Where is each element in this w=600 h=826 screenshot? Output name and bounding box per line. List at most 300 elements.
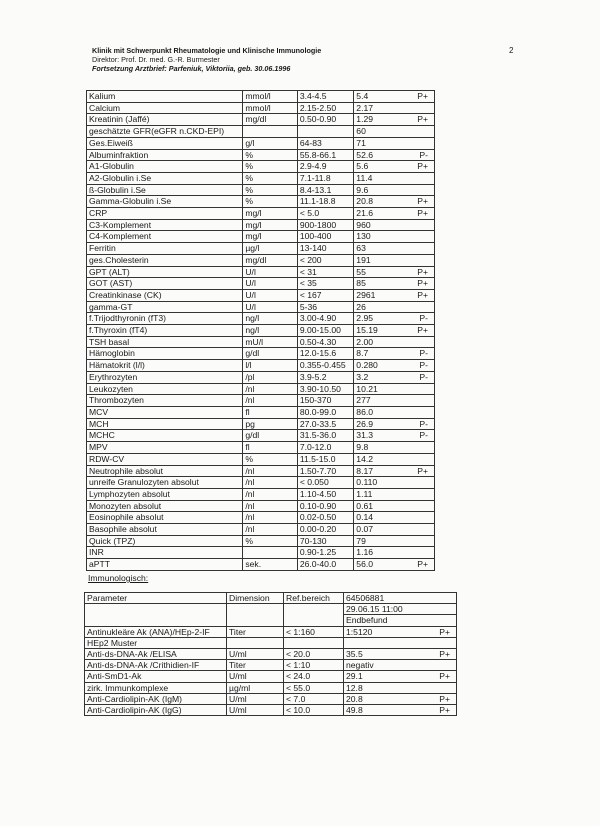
page-number: 2: [509, 46, 514, 55]
reference-cell: 11.1-18.8: [297, 196, 353, 208]
result-value: 52.6: [356, 149, 374, 160]
unit-cell: /nl: [243, 500, 297, 512]
result-flag: P+: [417, 266, 428, 277]
unit-cell: mg/l: [243, 219, 297, 231]
value-cell: [354, 360, 435, 372]
parameter-cell: Hämoglobin: [87, 348, 243, 360]
result-flag: P-: [419, 418, 428, 429]
result-flag: P+: [417, 325, 428, 336]
value-cell: [354, 301, 435, 313]
value-cell: [354, 465, 435, 477]
result-value: 0.14: [356, 512, 374, 523]
reference-cell: 2.15-2.50: [297, 102, 353, 114]
unit-cell: /nl: [243, 512, 297, 524]
result-flag: P+: [417, 278, 428, 289]
parameter-cell: Neutrophile absolut: [87, 465, 243, 477]
reference-cell: 0.50-0.90: [297, 114, 353, 126]
result-flag: P-: [419, 371, 428, 382]
reference-cell: 13-140: [297, 243, 353, 255]
parameter-cell: f.Trijodthyronin (fT3): [87, 313, 243, 325]
result-flag: P-: [419, 313, 428, 324]
parameter-cell: Anti-ds-DNA-Ak /ELISA: [85, 649, 227, 660]
result-value: 1.16: [356, 547, 374, 558]
table-row: [87, 442, 435, 454]
unit-cell: U/ml: [227, 693, 284, 704]
result-value: 2.17: [356, 102, 374, 113]
reference-cell: < 20.0: [284, 649, 344, 660]
parameter-cell: CRP: [87, 208, 243, 220]
result-value: 10.21: [356, 383, 378, 394]
unit-cell: ng/l: [243, 313, 297, 325]
unit-cell: %: [243, 535, 297, 547]
unit-cell: µg/ml: [227, 682, 284, 693]
value-cell: [354, 172, 435, 184]
result-value: 56.0: [356, 559, 374, 570]
table-row: [87, 102, 435, 114]
clinic-name: Klinik mit Schwerpunkt Rheumatologie und Klinische Immunologie: [92, 46, 322, 55]
value-cell: [354, 126, 435, 138]
result-value: 1.29: [356, 114, 374, 125]
value-cell: [344, 671, 457, 682]
result-value: 0.61: [356, 500, 374, 511]
result-value: 26.9: [356, 418, 374, 429]
parameter-cell: Albuminfraktion: [87, 149, 243, 161]
unit-cell: U/l: [243, 301, 297, 313]
result-flag: P+: [417, 196, 428, 207]
table-row: [87, 418, 435, 430]
result-value: 2.95: [356, 313, 374, 324]
result-flag: P+: [439, 705, 450, 716]
reference-cell: 0.355-0.455: [297, 360, 353, 372]
result-value: 1:5120: [346, 626, 373, 637]
table-row: [85, 649, 457, 660]
table-row: [87, 184, 435, 196]
table-row: [87, 465, 435, 477]
result-value: 1.11: [356, 488, 373, 499]
table-row: [85, 626, 457, 637]
result-flag: P-: [419, 348, 428, 359]
immuno-section-title: Immunologisch:: [88, 573, 149, 583]
unit-cell: U/ml: [227, 671, 284, 682]
value-cell: [354, 371, 435, 383]
reference-cell: < 24.0: [284, 671, 344, 682]
reference-cell: 64-83: [297, 137, 353, 149]
reference-cell: 11.5-15.0: [297, 453, 353, 465]
unit-cell: U/l: [243, 289, 297, 301]
reference-cell: < 7.0: [284, 693, 344, 704]
result-value: 55: [356, 266, 366, 277]
reference-cell: 5-36: [297, 301, 353, 313]
value-cell: [354, 348, 435, 360]
parameter-cell: Hämatokrit (l/l): [87, 360, 243, 372]
parameter-cell: GPT (ALT): [87, 266, 243, 278]
parameter-cell: Anti-Cardiolipin-AK (IgG): [85, 705, 227, 716]
result-value: 0.110: [356, 477, 378, 488]
lab-results-table: [86, 90, 435, 571]
reference-cell: 900-1800: [297, 219, 353, 231]
parameter-cell: RDW-CV: [87, 453, 243, 465]
value-cell: [354, 289, 435, 301]
result-value: 63: [356, 243, 366, 254]
reference-cell: 55.8-66.1: [297, 149, 353, 161]
unit-cell: /nl: [243, 465, 297, 477]
result-flag: P+: [439, 671, 450, 682]
result-flag: P+: [439, 649, 450, 660]
result-flag: P+: [417, 114, 428, 125]
reference-cell: 3.90-10.50: [297, 383, 353, 395]
reference-cell: 0.00-0.20: [297, 524, 353, 536]
result-value: 86.0: [356, 406, 374, 417]
table-row: [87, 196, 435, 208]
table-row: [87, 149, 435, 161]
value-cell: [344, 682, 457, 693]
parameter-cell: Ges.Eiweiß: [87, 137, 243, 149]
parameter-cell: C4-Komplement: [87, 231, 243, 243]
result-value: 14.2: [356, 453, 374, 464]
result-value: 0.07: [356, 524, 374, 535]
parameter-cell: Basophile absolut: [87, 524, 243, 536]
reference-cell: 0.50-4.30: [297, 336, 353, 348]
table-row: [87, 430, 435, 442]
parameter-cell: Kalium: [87, 91, 243, 103]
value-cell: [354, 442, 435, 454]
parameter-cell: Ferritin: [87, 243, 243, 255]
result-flag: P+: [417, 161, 428, 172]
table-row: [87, 219, 435, 231]
parameter-cell: Eosinophile absolut: [87, 512, 243, 524]
parameter-cell: TSH basal: [87, 336, 243, 348]
reference-cell: 70-130: [297, 535, 353, 547]
reference-cell: < 5.0: [297, 208, 353, 220]
value-cell: [354, 430, 435, 442]
table-row: [87, 172, 435, 184]
header-date: 29.06.15 11:00: [344, 604, 457, 615]
unit-cell: %: [243, 149, 297, 161]
table-row: [87, 348, 435, 360]
parameter-cell: HEp2 Muster: [85, 637, 227, 648]
value-cell: [354, 395, 435, 407]
result-value: 960: [356, 219, 371, 230]
value-cell: [344, 693, 457, 704]
parameter-cell: MCHC: [87, 430, 243, 442]
table-row: [85, 671, 457, 682]
result-value: 26: [356, 301, 366, 312]
result-flag: P+: [439, 626, 450, 637]
parameter-cell: Creatinkinase (CK): [87, 289, 243, 301]
immunology-table: [84, 592, 457, 716]
reference-cell: 0.90-1.25: [297, 547, 353, 559]
parameter-cell: Calcium: [87, 102, 243, 114]
unit-cell: pg: [243, 418, 297, 430]
table-row: [87, 336, 435, 348]
header-status: Endbefund: [344, 615, 457, 626]
value-cell: [354, 254, 435, 266]
reference-cell: 3.9-5.2: [297, 371, 353, 383]
value-cell: [354, 488, 435, 500]
unit-cell: Titer: [227, 660, 284, 671]
value-cell: [354, 559, 435, 571]
table-row: [87, 208, 435, 220]
unit-cell: g/dl: [243, 348, 297, 360]
result-value: 5.4: [356, 91, 369, 101]
value-cell: [354, 91, 435, 103]
reference-cell: [297, 126, 353, 138]
table-row: [85, 705, 457, 716]
reference-cell: 0.10-0.90: [297, 500, 353, 512]
reference-cell: < 1:10: [284, 660, 344, 671]
continuation-line: Fortsetzung Arztbrief: Parfeniuk, Viktoriia, geb. 30.06.1996: [92, 64, 291, 73]
table-row: [87, 266, 435, 278]
reference-cell: 7.0-12.0: [297, 442, 353, 454]
unit-cell: /nl: [243, 477, 297, 489]
result-flag: P+: [417, 465, 428, 476]
result-value: 71: [356, 137, 366, 148]
value-cell: [354, 278, 435, 290]
parameter-cell: geschätzte GFR(eGFR n.CKD-EPI): [87, 126, 243, 138]
result-value: 20.8: [346, 693, 363, 704]
unit-cell: fl: [243, 406, 297, 418]
header-parameter: Parameter: [85, 593, 227, 604]
reference-cell: 0.02-0.50: [297, 512, 353, 524]
unit-cell: g/dl: [243, 430, 297, 442]
table-row: [87, 254, 435, 266]
reference-cell: 150-370: [297, 395, 353, 407]
parameter-cell: Antinukleäre Ak (ANA)/HEp-2-IF: [85, 626, 227, 637]
parameter-cell: A1-Globulin: [87, 161, 243, 173]
unit-cell: sek.: [243, 559, 297, 571]
reference-cell: < 167: [297, 289, 353, 301]
value-cell: [344, 705, 457, 716]
unit-cell: %: [243, 161, 297, 173]
reference-cell: < 200: [297, 254, 353, 266]
parameter-cell: Quick (TPZ): [87, 535, 243, 547]
unit-cell: /nl: [243, 488, 297, 500]
parameter-cell: unreife Granulozyten absolut: [87, 477, 243, 489]
unit-cell: mmol/l: [243, 91, 297, 103]
table-row: [85, 637, 457, 648]
reference-cell: 7.1-11.8: [297, 172, 353, 184]
result-value: 5.6: [356, 161, 369, 172]
result-flag: P-: [419, 430, 428, 441]
value-cell: [354, 500, 435, 512]
reference-cell: 31.5-36.0: [297, 430, 353, 442]
unit-cell: ng/l: [243, 325, 297, 337]
director-line: Direktor: Prof. Dr. med. G.-R. Burmester: [92, 55, 220, 64]
result-value: negativ: [346, 660, 374, 671]
parameter-cell: Lymphozyten absolut: [87, 488, 243, 500]
reference-cell: 8.4-13.1: [297, 184, 353, 196]
result-value: 15.19: [356, 325, 378, 336]
unit-cell: mg/dl: [243, 254, 297, 266]
table-row: [85, 693, 457, 704]
unit-cell: l/l: [243, 360, 297, 372]
unit-cell: /nl: [243, 395, 297, 407]
value-cell: [354, 102, 435, 114]
reference-cell: < 0.050: [297, 477, 353, 489]
reference-cell: < 10.0: [284, 705, 344, 716]
result-value: 130: [356, 231, 371, 242]
value-cell: [354, 219, 435, 231]
result-flag: P-: [419, 149, 428, 160]
reference-cell: 26.0-40.0: [297, 559, 353, 571]
result-value: 3.2: [356, 371, 369, 382]
parameter-cell: A2-Globulin i.Se: [87, 172, 243, 184]
table-row: [87, 477, 435, 489]
reference-cell: 1.50-7.70: [297, 465, 353, 477]
unit-cell: g/l: [243, 137, 297, 149]
table-row: [87, 395, 435, 407]
value-cell: [344, 626, 457, 637]
value-cell: [354, 547, 435, 559]
value-cell: [354, 535, 435, 547]
reference-cell: 3.00-4.90: [297, 313, 353, 325]
unit-cell: [227, 637, 284, 648]
result-value: 191: [356, 254, 371, 265]
parameter-cell: GOT (AST): [87, 278, 243, 290]
result-value: 2.00: [356, 336, 374, 347]
unit-cell: mmol/l: [243, 102, 297, 114]
unit-cell: Titer: [227, 626, 284, 637]
table-row: [87, 406, 435, 418]
parameter-cell: Kreatinin (Jaffé): [87, 114, 243, 126]
result-value: 9.6: [356, 184, 369, 195]
value-cell: [354, 184, 435, 196]
parameter-cell: Anti-SmD1-Ak: [85, 671, 227, 682]
table-row: [87, 488, 435, 500]
result-value: 29.1: [346, 671, 363, 682]
reference-cell: [284, 637, 344, 648]
result-value: 21.6: [356, 208, 374, 219]
result-value: 31.3: [356, 430, 374, 441]
reference-cell: < 1:160: [284, 626, 344, 637]
unit-cell: mU/l: [243, 336, 297, 348]
table-row: [87, 231, 435, 243]
parameter-cell: C3-Komplement: [87, 219, 243, 231]
value-cell: [354, 149, 435, 161]
table-row: [87, 91, 435, 103]
result-value: 20.8: [356, 196, 374, 207]
parameter-cell: ß-Globulin i.Se: [87, 184, 243, 196]
result-value: 49.8: [346, 705, 363, 716]
unit-cell: %: [243, 453, 297, 465]
unit-cell: /nl: [243, 383, 297, 395]
table-row: [87, 453, 435, 465]
value-cell: [354, 325, 435, 337]
parameter-cell: Thrombozyten: [87, 395, 243, 407]
letter-header: [92, 46, 321, 73]
unit-cell: mg/l: [243, 231, 297, 243]
result-flag: P-: [419, 360, 428, 371]
parameter-cell: MCV: [87, 406, 243, 418]
immuno-header-row: [85, 593, 457, 604]
unit-cell: %: [243, 196, 297, 208]
table-row: [85, 660, 457, 671]
result-value: 11.4: [356, 172, 373, 183]
reference-cell: < 35: [297, 278, 353, 290]
table-row: [87, 559, 435, 571]
table-row: [87, 524, 435, 536]
reference-cell: 27.0-33.5: [297, 418, 353, 430]
table-row: [87, 301, 435, 313]
value-cell: [354, 313, 435, 325]
table-row: [87, 383, 435, 395]
header-dimension: Dimension: [227, 593, 284, 604]
value-cell: [354, 453, 435, 465]
table-row: [87, 512, 435, 524]
parameter-cell: zirk. Immunkomplexe: [85, 682, 227, 693]
unit-cell: /nl: [243, 524, 297, 536]
table-row: [87, 243, 435, 255]
value-cell: [354, 196, 435, 208]
immuno-header-row-status: [85, 615, 457, 626]
reference-cell: 1.10-4.50: [297, 488, 353, 500]
header-ref: Ref.bereich: [284, 593, 344, 604]
value-cell: [344, 649, 457, 660]
result-flag: P+: [439, 693, 450, 704]
value-cell: [354, 383, 435, 395]
immuno-header-row-date: [85, 604, 457, 615]
parameter-cell: INR: [87, 547, 243, 559]
result-flag: P+: [417, 208, 428, 219]
unit-cell: U/ml: [227, 649, 284, 660]
value-cell: [344, 660, 457, 671]
value-cell: [354, 477, 435, 489]
value-cell: [354, 208, 435, 220]
table-row: [87, 371, 435, 383]
value-cell: [354, 114, 435, 126]
table-row: [85, 682, 457, 693]
unit-cell: %: [243, 184, 297, 196]
unit-cell: fl: [243, 442, 297, 454]
table-row: [87, 161, 435, 173]
unit-cell: mg/l: [243, 208, 297, 220]
unit-cell: µg/l: [243, 243, 297, 255]
reference-cell: < 55.0: [284, 682, 344, 693]
result-value: 35.5: [346, 649, 363, 660]
result-value: 8.7: [356, 348, 369, 359]
value-cell: [354, 524, 435, 536]
table-row: [87, 126, 435, 138]
parameter-cell: Gamma-Globulin i.Se: [87, 196, 243, 208]
parameter-cell: Anti-Cardiolipin-AK (IgM): [85, 693, 227, 704]
parameter-cell: Erythrozyten: [87, 371, 243, 383]
parameter-cell: gamma-GT: [87, 301, 243, 313]
value-cell: [354, 161, 435, 173]
table-row: [87, 360, 435, 372]
result-value: 0.280: [356, 360, 378, 371]
reference-cell: 100-400: [297, 231, 353, 243]
value-cell: [354, 406, 435, 418]
table-row: [87, 547, 435, 559]
result-value: 8.17: [356, 465, 374, 476]
parameter-cell: f.Thyroxin (fT4): [87, 325, 243, 337]
result-value: 60: [356, 126, 366, 137]
parameter-cell: Monozyten absolut: [87, 500, 243, 512]
result-value: 85: [356, 278, 366, 289]
table-row: [87, 289, 435, 301]
value-cell: [354, 243, 435, 255]
reference-cell: 9.00-15.00: [297, 325, 353, 337]
unit-cell: [243, 547, 297, 559]
value-cell: [354, 418, 435, 430]
table-row: [87, 535, 435, 547]
value-cell: [344, 637, 457, 648]
header-id: 64506881: [344, 593, 457, 604]
parameter-cell: aPTT: [87, 559, 243, 571]
parameter-cell: Anti-ds-DNA-Ak /Crithidien-IF: [85, 660, 227, 671]
reference-cell: 2.9-4.9: [297, 161, 353, 173]
value-cell: [354, 266, 435, 278]
